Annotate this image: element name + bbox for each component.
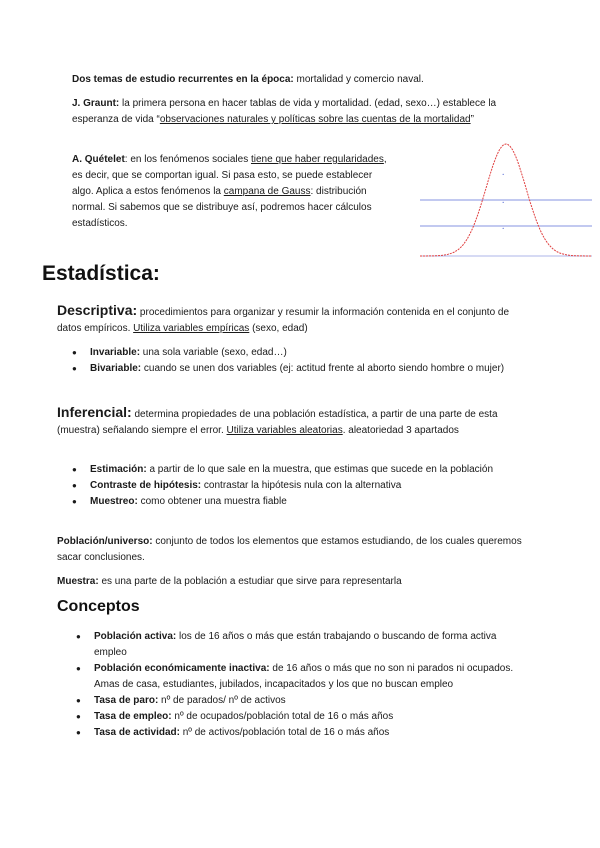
conceptos-list — [76, 629, 516, 741]
list-item — [76, 661, 516, 693]
item-bold: Bivariable: — [90, 363, 142, 374]
intro-paragraph-1 — [72, 72, 522, 88]
descriptiva-list — [72, 345, 522, 377]
item-text: cuando se unen dos variables (ej: actitud frente al aborto siendo hombre o mujer) — [141, 363, 505, 374]
list-item — [76, 693, 516, 709]
muestra-text: es una parte de la población a estudiar que sirve para representarla — [98, 576, 402, 587]
section-title: Estadística: — [42, 262, 160, 285]
item-bold: Tasa de actividad: — [94, 727, 180, 738]
intro-p2-bold: J. Graunt: — [72, 98, 120, 109]
item-bold: Tasa de empleo: — [94, 711, 172, 722]
band-mark-2: • — [502, 200, 505, 205]
item-text: de 16 años o más que no son ni parados ni ocupados. Amas de casa, estudiantes, jubilados, incapacitados y los que no buscan empleo — [94, 663, 514, 690]
list-item — [76, 725, 516, 741]
variables-aleatorias-link[interactable]: Utiliza variables aleatorias — [226, 425, 343, 436]
intro-paragraph-3 — [72, 152, 390, 232]
inferencial-list — [72, 462, 522, 510]
descriptiva-lead: Descriptiva: — [57, 302, 138, 318]
intro-p1-bold: Dos temas de estudio recurrentes en la época: — [72, 74, 294, 85]
descriptiva-text: procedimientos para organizar y resumir la información contenida en el conjunto de datos empíricos. — [57, 307, 510, 334]
inferencial-paragraph — [57, 404, 527, 439]
regularidades-link[interactable]: tiene que haber regularidades — [250, 154, 384, 165]
item-text: contrastar la hipótesis nula con la alternativa — [201, 480, 402, 491]
conceptos-title: Conceptos — [57, 598, 140, 615]
muestra-paragraph — [57, 574, 527, 590]
item-bold: Población económicamente inactiva: — [94, 663, 270, 674]
band-mark-1: • — [502, 172, 505, 177]
list-item — [76, 629, 516, 661]
intro-p3-bold: A. Quételet — [72, 154, 125, 165]
poblacion-bold: Población/universo: — [57, 536, 153, 547]
descriptiva-tail: (sexo, edad) — [249, 323, 308, 334]
gauss-bell-curve-image — [420, 138, 592, 262]
intro-p2-text2: ” — [470, 114, 474, 125]
list-item — [76, 709, 516, 725]
intro-p3-t2: , es decir, que se comportan igual. Si pasa esto, se puede establecer algo. Aplica a estos fenómenos la — [72, 154, 387, 197]
item-text: nº de ocupados/población total de 16 o más años — [171, 711, 394, 722]
list-item — [72, 462, 522, 478]
item-bold: Invariable: — [90, 347, 141, 358]
intro-paragraph-2 — [72, 96, 522, 128]
intro-p3-t3: : distribución normal. Si sabemos que se distribuye así, podremos hacer cálculos estadísticos. — [72, 186, 372, 229]
campana-gauss-link[interactable]: campana de Gauss — [223, 186, 311, 197]
item-text: nº de activos/población total de 16 o más años — [179, 727, 390, 738]
item-bold: Tasa de paro: — [94, 695, 159, 706]
item-bold: Estimación: — [90, 464, 147, 475]
item-bold: Muestreo: — [90, 496, 138, 507]
item-bold: Contraste de hipótesis: — [90, 480, 202, 491]
item-text: como obtener una muestra fiable — [137, 496, 287, 507]
item-text: una sola variable (sexo, edad…) — [140, 347, 287, 358]
list-item — [72, 345, 522, 361]
list-item — [72, 494, 522, 510]
poblacion-text: conjunto de todos los elementos que estamos estudiando, de los cuales queremos sacar conclusiones. — [57, 536, 522, 563]
item-text: nº de parados/ nº de activos — [158, 695, 286, 706]
inferencial-lead: Inferencial: — [57, 404, 132, 420]
item-bold: Población activa: — [94, 631, 177, 642]
intro-p1-text: mortalidad y comercio naval. — [293, 74, 424, 85]
intro-p2-text1: la primera persona en hacer tablas de vida y mortalidad. (edad, sexo…) establece la esperanza de vida “ — [72, 98, 497, 125]
list-item — [72, 361, 522, 377]
inferencial-text: determina propiedades de una población estadística, a partir de una parte de esta (muestra) señalando siempre el error. — [57, 409, 498, 436]
intro-p3-t1: : en los fenómenos sociales — [124, 154, 251, 165]
list-item — [72, 478, 522, 494]
inferencial-tail: . aleatoriedad 3 apartados — [342, 425, 459, 436]
item-text: los de 16 años o más que están trabajando o buscando de forma activa empleo — [94, 631, 497, 658]
item-text: a partir de lo que sale en la muestra, que estimas que sucede en la población — [146, 464, 494, 475]
variables-empiricas-link[interactable]: Utiliza variables empíricas — [133, 323, 250, 334]
graunt-book-link[interactable]: observaciones naturales y políticas sobre las cuentas de la mortalidad — [159, 114, 471, 125]
descriptiva-paragraph — [57, 302, 527, 337]
muestra-bold: Muestra: — [57, 576, 99, 587]
band-mark-3: • — [502, 226, 505, 231]
poblacion-paragraph — [57, 534, 527, 566]
